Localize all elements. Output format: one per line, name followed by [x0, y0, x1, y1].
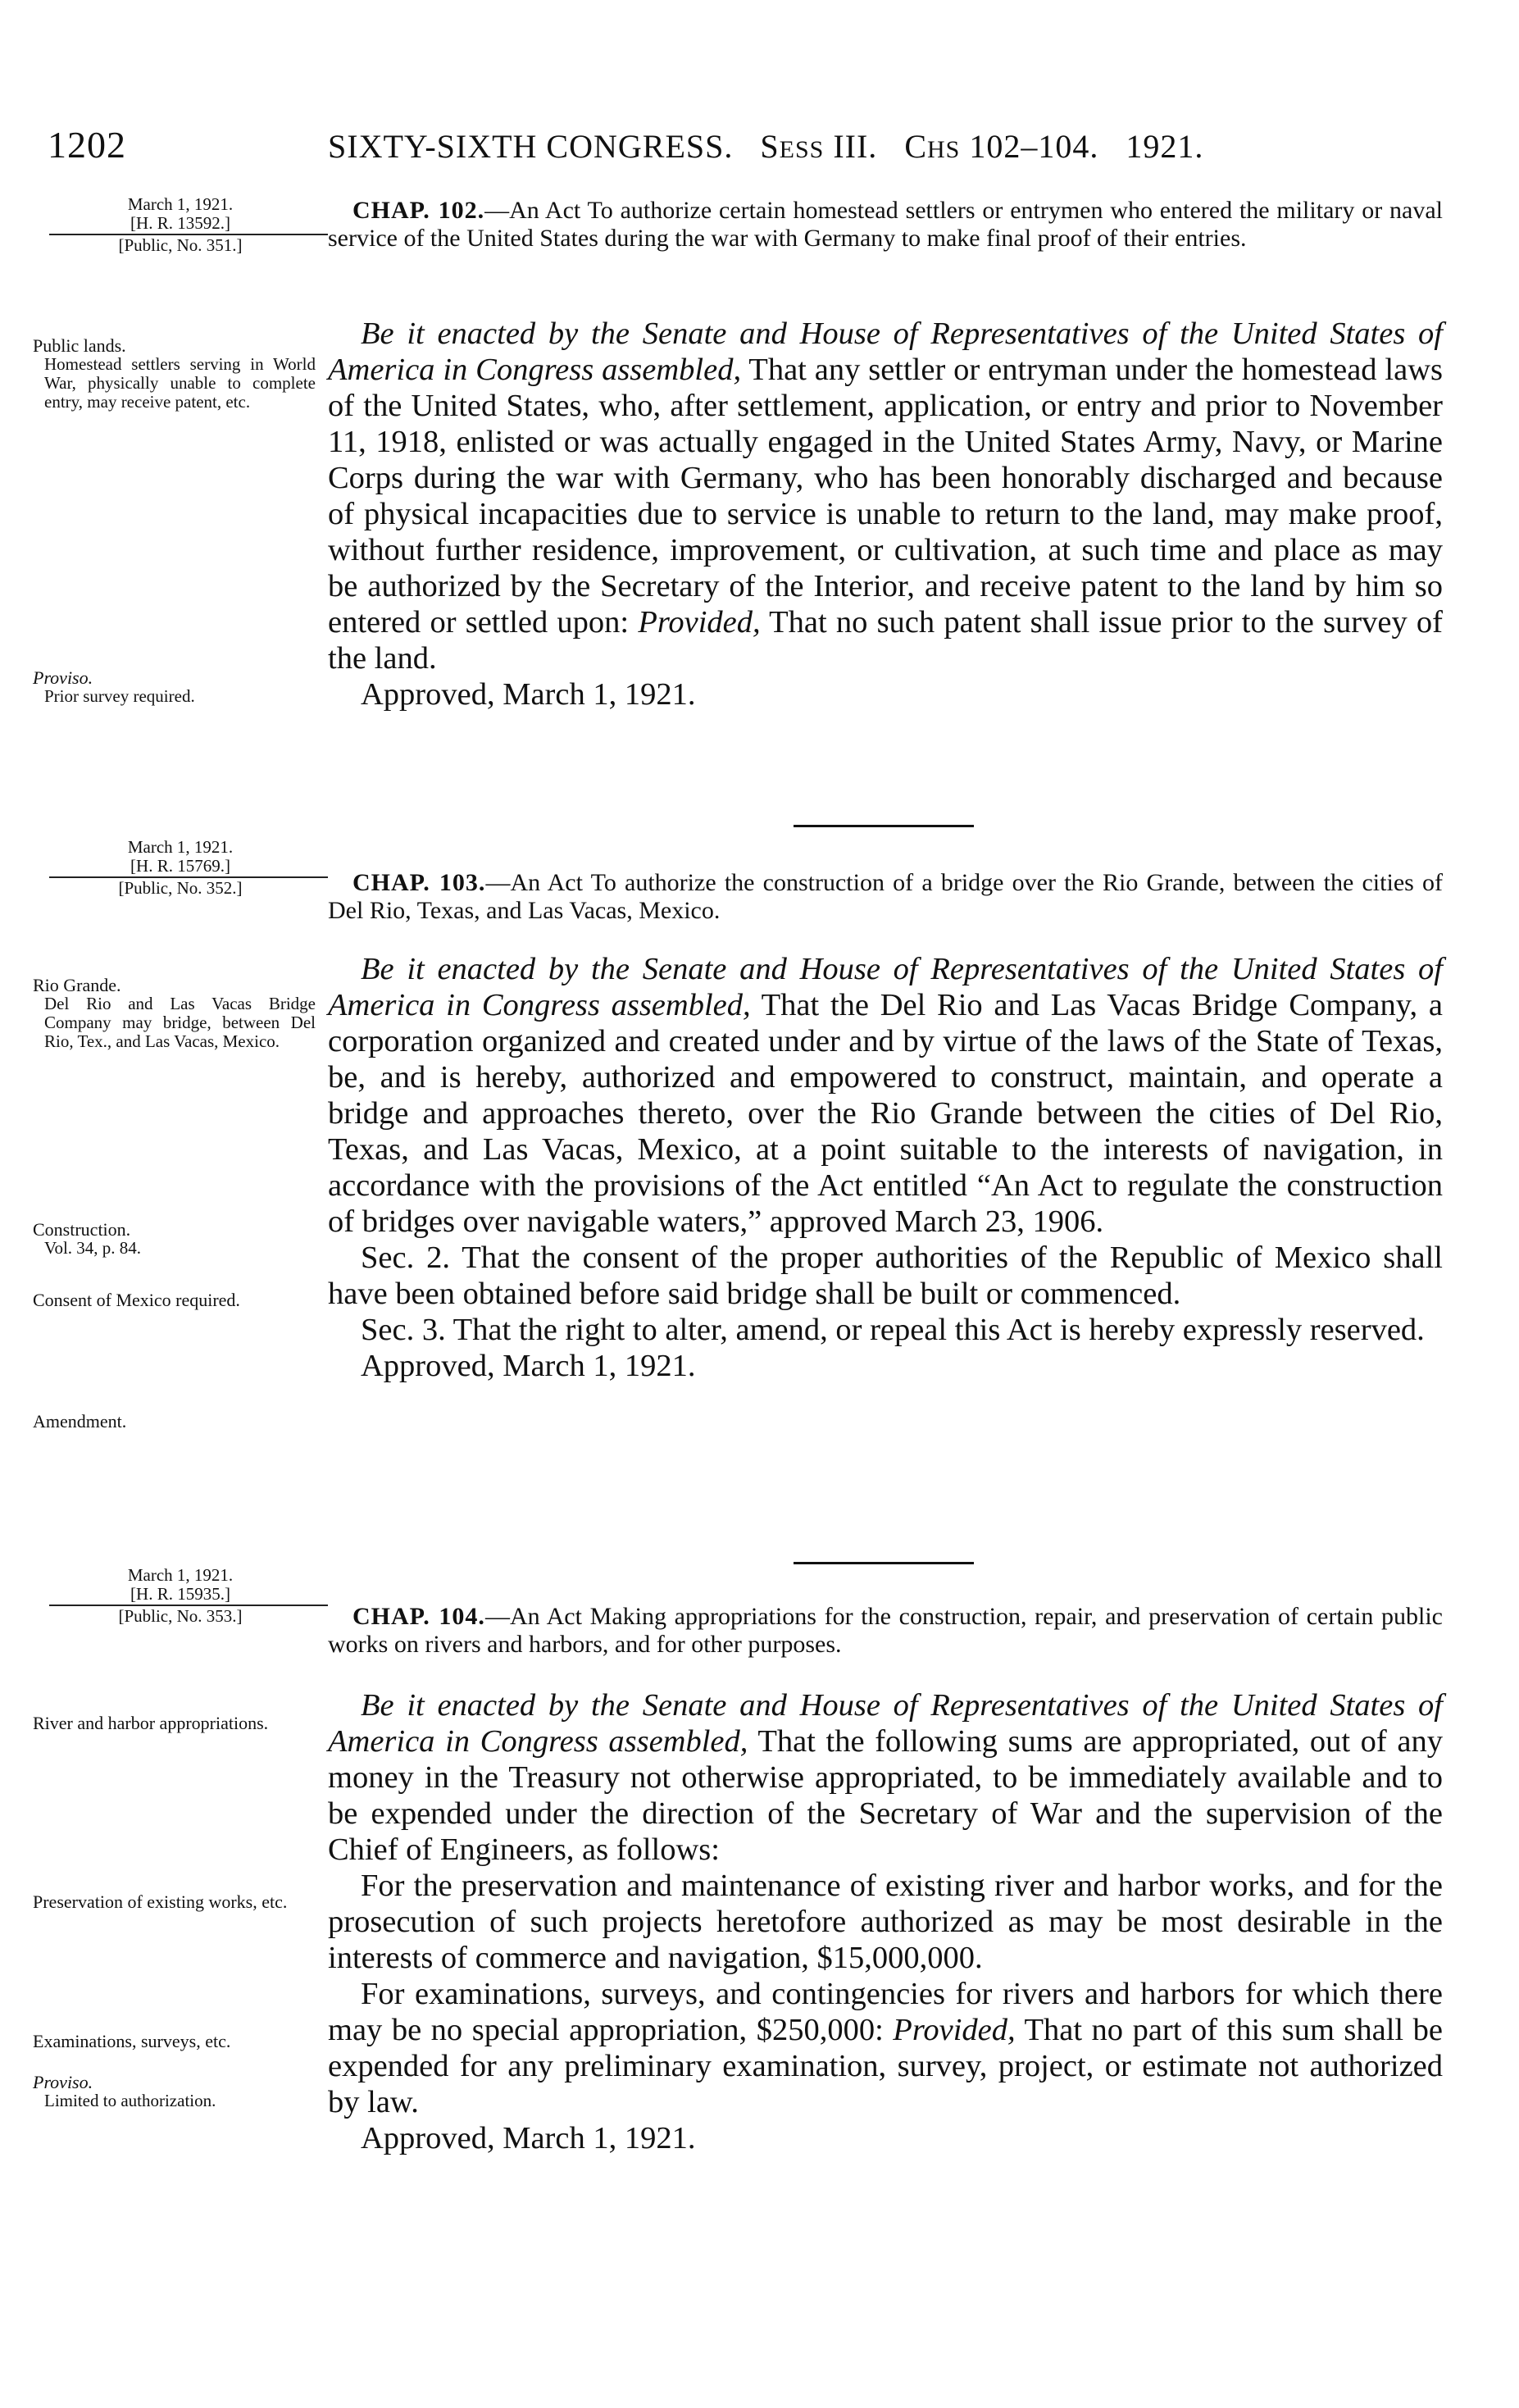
chap-102-bill: [H. R. 13592.] [130, 213, 230, 233]
chap-102-body [328, 316, 1443, 712]
chap-103-label: CHAP. 103. [352, 869, 486, 896]
chap-103-margin-note-construction: Construction. Vol. 34, p. 84. [33, 1219, 142, 1258]
running-head-chapters: CHS 102–104. [904, 128, 1099, 165]
chap-103-title [328, 869, 1443, 925]
chap-103-section-1: Be it enacted by the Senate and House of Representatives of the United States of America in Congress assembled, That the Del Rio and Las Vacas Bridge Company, a corporation organized and created under and by virtue of the laws of the State of Texas, be, and is hereby, authorized and empowered to construct, maintain, and operate a bridge and approaches thereto, over the Rio Grande between the cities of Del Rio, Texas, and Las Vacas, Mexico, at a point suitable to the interests of navigation, in accordance with the provisions of the Act entitled “An Act to regulate the construction of bridges over navigable waters,” approved March 23, 1906. [328, 952, 1443, 1239]
chap-103-section-3: Sec. 3. That the right to alter, amend, or repeal this Act is hereby expressly reserved. [361, 1313, 1425, 1347]
chap-103-margin-note-consent: Consent of Mexico required. [33, 1290, 240, 1310]
chap-104-margin-note-preservation: Preservation of existing works, etc. [33, 1891, 288, 1912]
chap-103-approved: Approved, March 1, 1921. [361, 1349, 696, 1383]
chap-104-date: March 1, 1921. [127, 1565, 234, 1585]
chap-103-section-2: Sec. 2. That the consent of the proper authorities of the Republic of Mexico shall have been obtained before said bridge shall be built or commenced. [328, 1240, 1444, 1311]
chap-102-title-text: —An Act To authorize certain homestead settlers or entrymen who entered the military or naval service of the United States during the war with Germany to make final proof of their entries. [328, 197, 1443, 252]
chap-104-approved: Approved, March 1, 1921. [361, 2121, 696, 2155]
chap-104-bill: [H. R. 15935.] [130, 1584, 230, 1604]
chap-103-date-block [33, 838, 328, 898]
chap-104-paragraph-1: Be it enacted by the Senate and House of Representatives of the United States of America in Congress assembled, That the following sums are appropriated, out of any money in the Treasury not otherwise appropriated, to be immediately available and to be expended under the direction of the Secretary of War and the supervision of the Chief of Engineers, as follows: [328, 1688, 1443, 1867]
running-head-session: SESS III. [760, 128, 878, 165]
chap-103-public-law: [Public, No. 352.] [118, 878, 243, 898]
running-head-congress: SIXTY-SIXTH CONGRESS. [328, 128, 734, 165]
chap-103-enacting-clause: Be it enacted by the Senate and House of Representatives of the United States of America in Congress assembled, [328, 952, 1443, 1022]
chap-103-bill: [H. R. 15769.] [130, 856, 230, 876]
chap-104-enacting-clause: Be it enacted by the Senate and House of Representatives of the United States of America in Congress assembled, [328, 1688, 1443, 1759]
chap-104-date-block [33, 1566, 328, 1626]
chap-104-label: CHAP. 104. [352, 1603, 485, 1630]
chap-102-enacting-clause: Be it enacted by the Senate and House of Representatives of the United States of America in Congress assembled, [328, 316, 1443, 387]
chap-103-title-text: —An Act To authorize the construction of a bridge over the Rio Grande, between the cities of Del Rio, Texas, and Las Vacas, Mexico. [328, 869, 1443, 924]
chap-103-margin-note-amendment: Amendment. [33, 1411, 127, 1432]
chap-103-margin-note-rio-grande: Rio Grande. Del Rio and Las Vacas Bridge Company may bridge, between Del Rio, Tex., and Las Vacas, Mexico. [33, 975, 316, 1051]
chap-102-date: March 1, 1921. [127, 194, 234, 214]
chap-104-body [328, 1687, 1443, 2156]
chap-104-title [328, 1603, 1443, 1659]
chap-102-label: CHAP. 102. [352, 197, 485, 224]
chap-104-public-law: [Public, No. 353.] [118, 1606, 243, 1626]
page-number: 1202 [48, 124, 126, 166]
chap-104-margin-note-appropriations: River and harbor appropriations. [33, 1713, 269, 1733]
chap-102-approved: Approved, March 1, 1921. [361, 677, 696, 712]
chap-102-date-block [33, 195, 328, 255]
chap-102-title [328, 197, 1443, 253]
chap-102-margin-note-public-lands: Public lands. Homestead settlers serving in World War, physically unable to complete entry, may receive patent, etc. [33, 335, 316, 412]
chap-104-paragraph-2: For the preservation and maintenance of existing river and harbor works, and for the prosecution of such projects heretofore authorized as may be most desirable in the interests of commerce and navigation, $15,000,000. [328, 1869, 1443, 1975]
section-divider-2 [794, 1562, 974, 1564]
chap-103-body [328, 951, 1443, 1384]
running-head [328, 127, 1203, 166]
chap-103-date: March 1, 1921. [127, 837, 234, 857]
chap-102-margin-note-proviso: Proviso. Prior survey required. [33, 667, 195, 706]
section-divider-1 [794, 825, 974, 827]
chap-104-title-text: —An Act Making appropriations for the construction, repair, and preservation of certain public works on rivers and harbors, and for other purposes. [328, 1603, 1443, 1658]
chap-104-margin-note-examinations: Examinations, surveys, etc. [33, 2031, 231, 2051]
running-head-year: 1921. [1126, 128, 1204, 165]
chap-104-margin-note-proviso: Proviso. Limited to authorization. [33, 2072, 216, 2110]
chap-102-paragraph: Be it enacted by the Senate and House of Representatives of the United States of America in Congress assembled, That any settler or entryman under the homestead laws of the United States, who, after settlement, application, or entry and prior to November 11, 1918, enlisted or was actually engaged in the United States Army, Navy, or Marine Corps during the war with Germany, who has been honorably discharged and because of physical incapacities due to service is unable to return to the land, may make proof, without further residence, improvement, or cultivation, at such time and place as may be authorized by the Secretary of the Interior, and receive patent to the land by him so entered or settled upon: Provided, That no such patent shall issue prior to the survey of the land. [328, 316, 1443, 676]
chap-102-public-law: [Public, No. 351.] [118, 235, 243, 255]
chap-104-paragraph-3: For examinations, surveys, and contingencies for rivers and harbors for which there may be no special appropriation, $250,000: Provided, That no part of this sum shall be expended for any preliminary examination, survey, project, or estimate not authorized by law. [328, 1977, 1443, 2119]
